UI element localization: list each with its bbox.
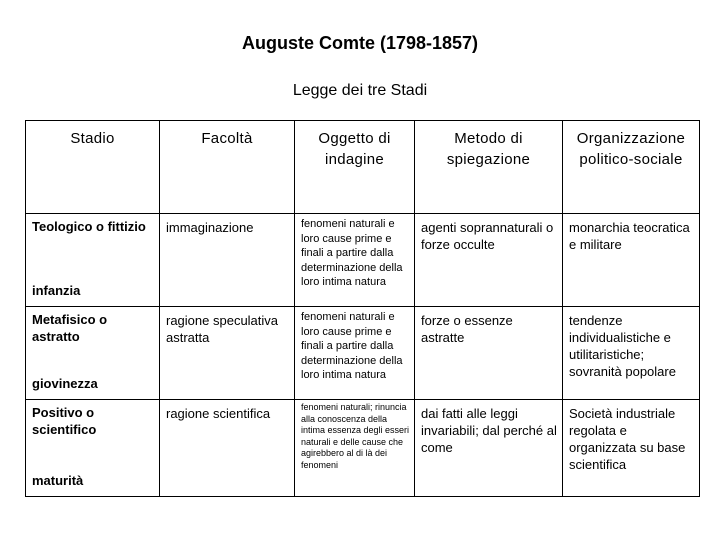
organizzazione-cell: monarchia teocratica e militare: [563, 214, 700, 307]
oggetto-cell: fenomeni naturali; rinuncia alla conoscenza della intima essenza degli esseri naturali e delle cause che agirebbero al di là dei fenomeni: [295, 400, 415, 497]
stadio-name: Teologico o fittizio: [32, 219, 146, 234]
stadio-age: maturità: [32, 473, 84, 488]
facolta-cell: ragione speculativa astratta: [160, 307, 295, 400]
header-facolta: Facoltà: [160, 121, 295, 214]
page-subtitle: Legge dei tre Stadi: [292, 82, 428, 99]
facolta-cell: immaginazione: [160, 214, 295, 307]
table-row: [26, 307, 700, 400]
header-stadio: Stadio: [26, 121, 160, 214]
header-organizzazione: Organizzazione politico-sociale: [563, 121, 700, 214]
table-row: [26, 400, 700, 497]
stadio-cell: [26, 307, 160, 400]
three-stages-table: [25, 120, 700, 497]
stadio-age: giovinezza: [32, 376, 98, 391]
metodo-cell: dai fatti alle leggi invariabili; dal perché al come: [415, 400, 563, 497]
stadio-name: Positivo o scientifico: [32, 405, 97, 437]
organizzazione-cell: tendenze individualistiche e utilitaristiche; sovranità popolare: [563, 307, 700, 400]
stadio-cell: [26, 214, 160, 307]
metodo-cell: agenti soprannaturali o forze occulte: [415, 214, 563, 307]
metodo-cell: forze o essenze astratte: [415, 307, 563, 400]
page-title: Auguste Comte (1798-1857): [241, 33, 479, 53]
header-oggetto: Oggetto di indagine: [295, 121, 415, 214]
stadio-cell: [26, 400, 160, 497]
organizzazione-cell: Società industriale regolata e organizzata su base scientifica: [563, 400, 700, 497]
stadio-name: Metafisico o astratto: [32, 312, 108, 344]
table-row: [26, 214, 700, 307]
facolta-cell: ragione scientifica: [160, 400, 295, 497]
stadio-age: infanzia: [32, 283, 81, 298]
table-header-row: [26, 121, 700, 214]
header-metodo: Metodo di spiegazione: [415, 121, 563, 214]
oggetto-cell: fenomeni naturali e loro cause prime e finali a partire dalla determinazione della loro intima natura: [295, 307, 415, 400]
oggetto-cell: fenomeni naturali e loro cause prime e finali a partire dalla determinazione della loro intima natura: [295, 214, 415, 307]
